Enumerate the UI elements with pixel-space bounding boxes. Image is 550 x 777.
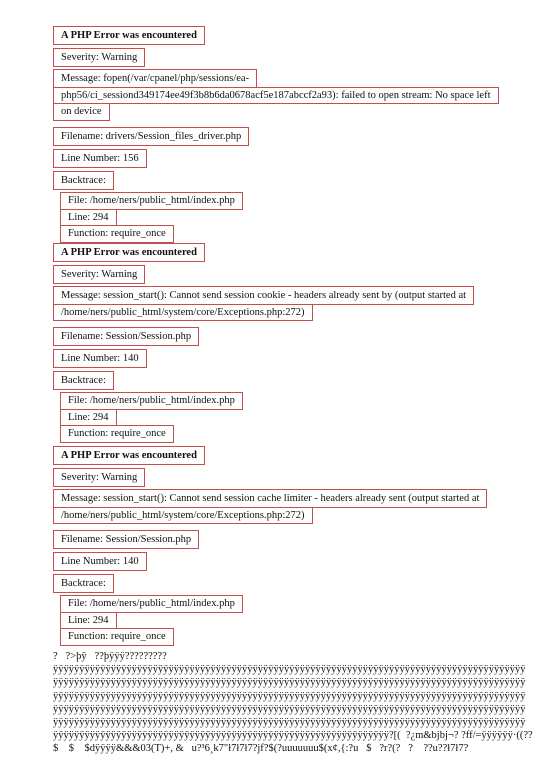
garbage-line: ? ?>þÿ ??þÿÿÿ????????? [53, 651, 167, 662]
garbage-line: $ $ $dÿÿÿÿ&&&03(T)+, & u?³6¸k7"ł7ł7ł7?jf?$(?uuuuuuu$(x¢,{:?u $ ?r?(? ? ??u??ł7ł7? [53, 743, 469, 755]
message-line: Message: fopen(/var/cpanel/php/sessions/ea- [53, 69, 257, 88]
line-number: Line Number: 140 [53, 552, 147, 571]
filename-row [53, 127, 249, 146]
message-line: /home/ners/public_html/system/core/Exceptions.php:272) [53, 507, 313, 525]
severity: Severity: Warning [53, 468, 145, 487]
filename: Filename: Session/Session.php [53, 327, 199, 346]
error-heading: A PHP Error was encountered [53, 26, 205, 45]
filename: Filename: drivers/Session_files_driver.php [53, 127, 249, 146]
message-line: /home/ners/public_html/system/core/Exceptions.php:272) [53, 304, 313, 322]
garbage-line: ÿÿÿÿÿÿÿÿÿÿÿÿÿÿÿÿÿÿÿÿÿÿÿÿÿÿÿÿÿÿÿÿÿÿÿÿÿÿÿÿÿÿÿÿÿÿÿÿÿÿÿÿÿÿÿÿÿÿÿÿÿÿÿÿÿÿÿÿÿÿÿÿÿÿÿÿÿÿÿÿÿÿÿÿÿÿÿÿÿÿ [53, 690, 526, 702]
severity-row [53, 265, 145, 284]
message [53, 490, 487, 524]
error-heading: A PHP Error was encountered [53, 243, 205, 262]
backtrace-line: Line: 294 [60, 612, 117, 630]
filename-row [53, 530, 199, 549]
backtrace-label-row [53, 171, 114, 190]
error-heading-row [53, 26, 205, 45]
error-heading-row [53, 243, 205, 262]
message-line: Message: session_start(): Cannot send session cookie - headers already sent by (output started at [53, 286, 474, 305]
backtrace-entry [60, 393, 243, 443]
message [53, 287, 474, 321]
binary-garbage-text [53, 650, 533, 756]
line-number: Line Number: 156 [53, 149, 147, 168]
backtrace-entry [60, 596, 243, 646]
garbage-line: ÿÿÿÿÿÿÿÿÿÿÿÿÿÿÿÿÿÿÿÿÿÿÿÿÿÿÿÿÿÿÿÿÿÿÿÿÿÿÿÿÿÿÿÿÿÿÿÿÿÿÿÿÿÿÿÿÿÿÿÿÿÿÿÿÿÿÿÿÿÿÿÿÿÿÿÿÿÿÿÿÿÿÿÿÿÿÿÿÿÿ [53, 677, 526, 689]
line-number-row [53, 552, 147, 571]
line-number-row [53, 349, 147, 368]
garbage-line: ÿÿÿÿÿÿÿÿÿÿÿÿÿÿÿÿÿÿÿÿÿÿÿÿÿÿÿÿÿÿÿÿÿÿÿÿÿÿÿÿÿÿÿÿÿÿÿÿÿÿÿÿÿÿÿÿÿÿÿÿÿÿÿÿÿÿÿÿÿÿÿÿÿÿÿÿÿÿÿÿÿÿÿÿÿÿÿÿÿÿ [53, 664, 526, 676]
filename: Filename: Session/Session.php [53, 530, 199, 549]
backtrace-entry [60, 193, 243, 243]
backtrace-label: Backtrace: [53, 171, 114, 190]
backtrace-file: File: /home/ners/public_html/index.php [60, 595, 243, 613]
filename-row [53, 327, 199, 346]
severity: Severity: Warning [53, 48, 145, 67]
error-heading-row [53, 446, 205, 465]
backtrace-function: Function: require_once [60, 225, 174, 243]
garbage-line: ÿÿÿÿÿÿÿÿÿÿÿÿÿÿÿÿÿÿÿÿÿÿÿÿÿÿÿÿÿÿÿÿÿÿÿÿÿÿÿÿÿÿÿÿÿÿÿÿÿÿÿÿÿÿÿÿÿÿÿÿÿÿÿÿ?[( ?¿m&bjbj¬? ?ff/=ÿÿÿÿÿÿ·((?? [53, 730, 533, 742]
error-heading: A PHP Error was encountered [53, 446, 205, 465]
backtrace-label-row [53, 574, 114, 593]
message [53, 70, 499, 121]
garbage-line: ÿÿÿÿÿÿÿÿÿÿÿÿÿÿÿÿÿÿÿÿÿÿÿÿÿÿÿÿÿÿÿÿÿÿÿÿÿÿÿÿÿÿÿÿÿÿÿÿÿÿÿÿÿÿÿÿÿÿÿÿÿÿÿÿÿÿÿÿÿÿÿÿÿÿÿÿÿÿÿÿÿÿÿÿÿÿÿÿÿÿ [53, 703, 526, 715]
message-line: php56/ci_sessiond349174ee49f3b8b6da0678acf5e187abccf2a93): failed to open stream: No space left [53, 87, 499, 105]
backtrace-line: Line: 294 [60, 409, 117, 427]
backtrace-function: Function: require_once [60, 628, 174, 646]
backtrace-function: Function: require_once [60, 425, 174, 443]
message-line: on device [53, 103, 110, 121]
backtrace-label: Backtrace: [53, 574, 114, 593]
backtrace-file: File: /home/ners/public_html/index.php [60, 192, 243, 210]
severity: Severity: Warning [53, 265, 145, 284]
backtrace-file: File: /home/ners/public_html/index.php [60, 392, 243, 410]
backtrace-label: Backtrace: [53, 371, 114, 390]
line-number-row [53, 149, 147, 168]
backtrace-label-row [53, 371, 114, 390]
backtrace-line: Line: 294 [60, 209, 117, 227]
garbage-line: ÿÿÿÿÿÿÿÿÿÿÿÿÿÿÿÿÿÿÿÿÿÿÿÿÿÿÿÿÿÿÿÿÿÿÿÿÿÿÿÿÿÿÿÿÿÿÿÿÿÿÿÿÿÿÿÿÿÿÿÿÿÿÿÿÿÿÿÿÿÿÿÿÿÿÿÿÿÿÿÿÿÿÿÿÿÿÿÿÿÿ [53, 717, 526, 729]
message-line: Message: session_start(): Cannot send session cache limiter - headers already sent (output started at [53, 489, 487, 508]
severity-row [53, 48, 145, 67]
line-number: Line Number: 140 [53, 349, 147, 368]
severity-row [53, 468, 145, 487]
